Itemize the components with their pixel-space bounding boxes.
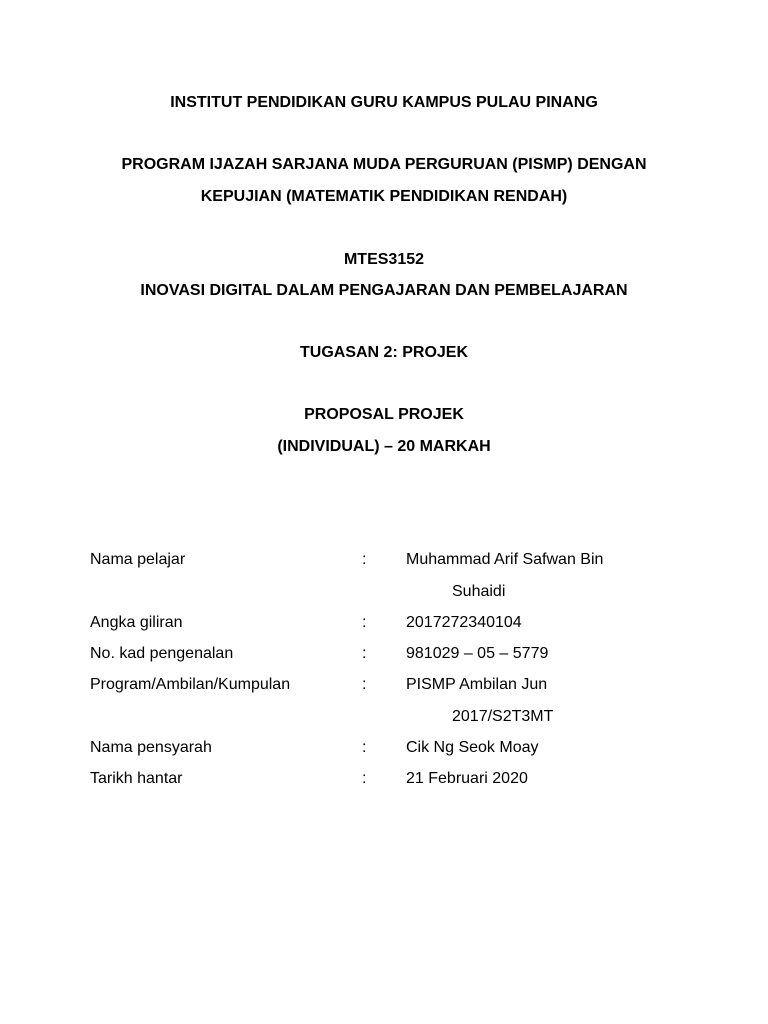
marks-title: (INDIVIDUAL) – 20 MARKAH [277, 438, 491, 455]
lecturer-value: Cik Ng Seok Moay [406, 739, 539, 756]
program-value-continued: 2017/S2T3MT [452, 708, 554, 725]
program-title-line1: PROGRAM IJAZAH SARJANA MUDA PERGURUAN (PISMP) DENGAN [121, 156, 647, 173]
date-value: 21 Februari 2020 [406, 770, 528, 787]
program-colon: : [362, 676, 367, 693]
info-row-ic [0, 643, 768, 665]
info-row-index [0, 612, 768, 634]
program-value: PISMP Ambilan Jun [406, 676, 548, 693]
course-name: INOVASI DIGITAL DALAM PENGAJARAN DAN PEMBELAJARAN [140, 282, 628, 299]
date-label: Tarikh hantar [90, 770, 183, 787]
index-colon: : [362, 614, 367, 631]
index-label: Angka giliran [90, 614, 183, 631]
program-title-line2: KEPUJIAN (MATEMATIK PENDIDIKAN RENDAH) [200, 188, 568, 205]
ic-colon: : [362, 645, 367, 662]
name-label: Nama pelajar [90, 551, 186, 568]
info-row-name [0, 549, 768, 571]
proposal-title: PROPOSAL PROJEK [304, 406, 464, 423]
name-value: Muhammad Arif Safwan Bin [406, 551, 604, 568]
name-colon: : [362, 551, 367, 568]
lecturer-colon: : [362, 739, 367, 756]
info-row-lecturer [0, 737, 768, 759]
index-value: 2017272340104 [406, 614, 522, 631]
name-value-continued: Suhaidi [452, 583, 506, 600]
date-colon: : [362, 770, 367, 787]
course-code: MTES3152 [343, 251, 425, 268]
info-row-program [0, 674, 768, 696]
institution-title: INSTITUT PENDIDIKAN GURU KAMPUS PULAU PINANG [170, 94, 598, 111]
info-row-date [0, 768, 768, 790]
assignment-title: TUGASAN 2: PROJEK [299, 344, 469, 361]
ic-value: 981029 – 05 – 5779 [406, 645, 549, 662]
info-row-name-cont [0, 581, 768, 603]
program-label: Program/Ambilan/Kumpulan [90, 676, 291, 693]
lecturer-label: Nama pensyarah [90, 739, 212, 756]
ic-label: No. kad pengenalan [90, 645, 234, 662]
info-row-program-cont [0, 706, 768, 728]
